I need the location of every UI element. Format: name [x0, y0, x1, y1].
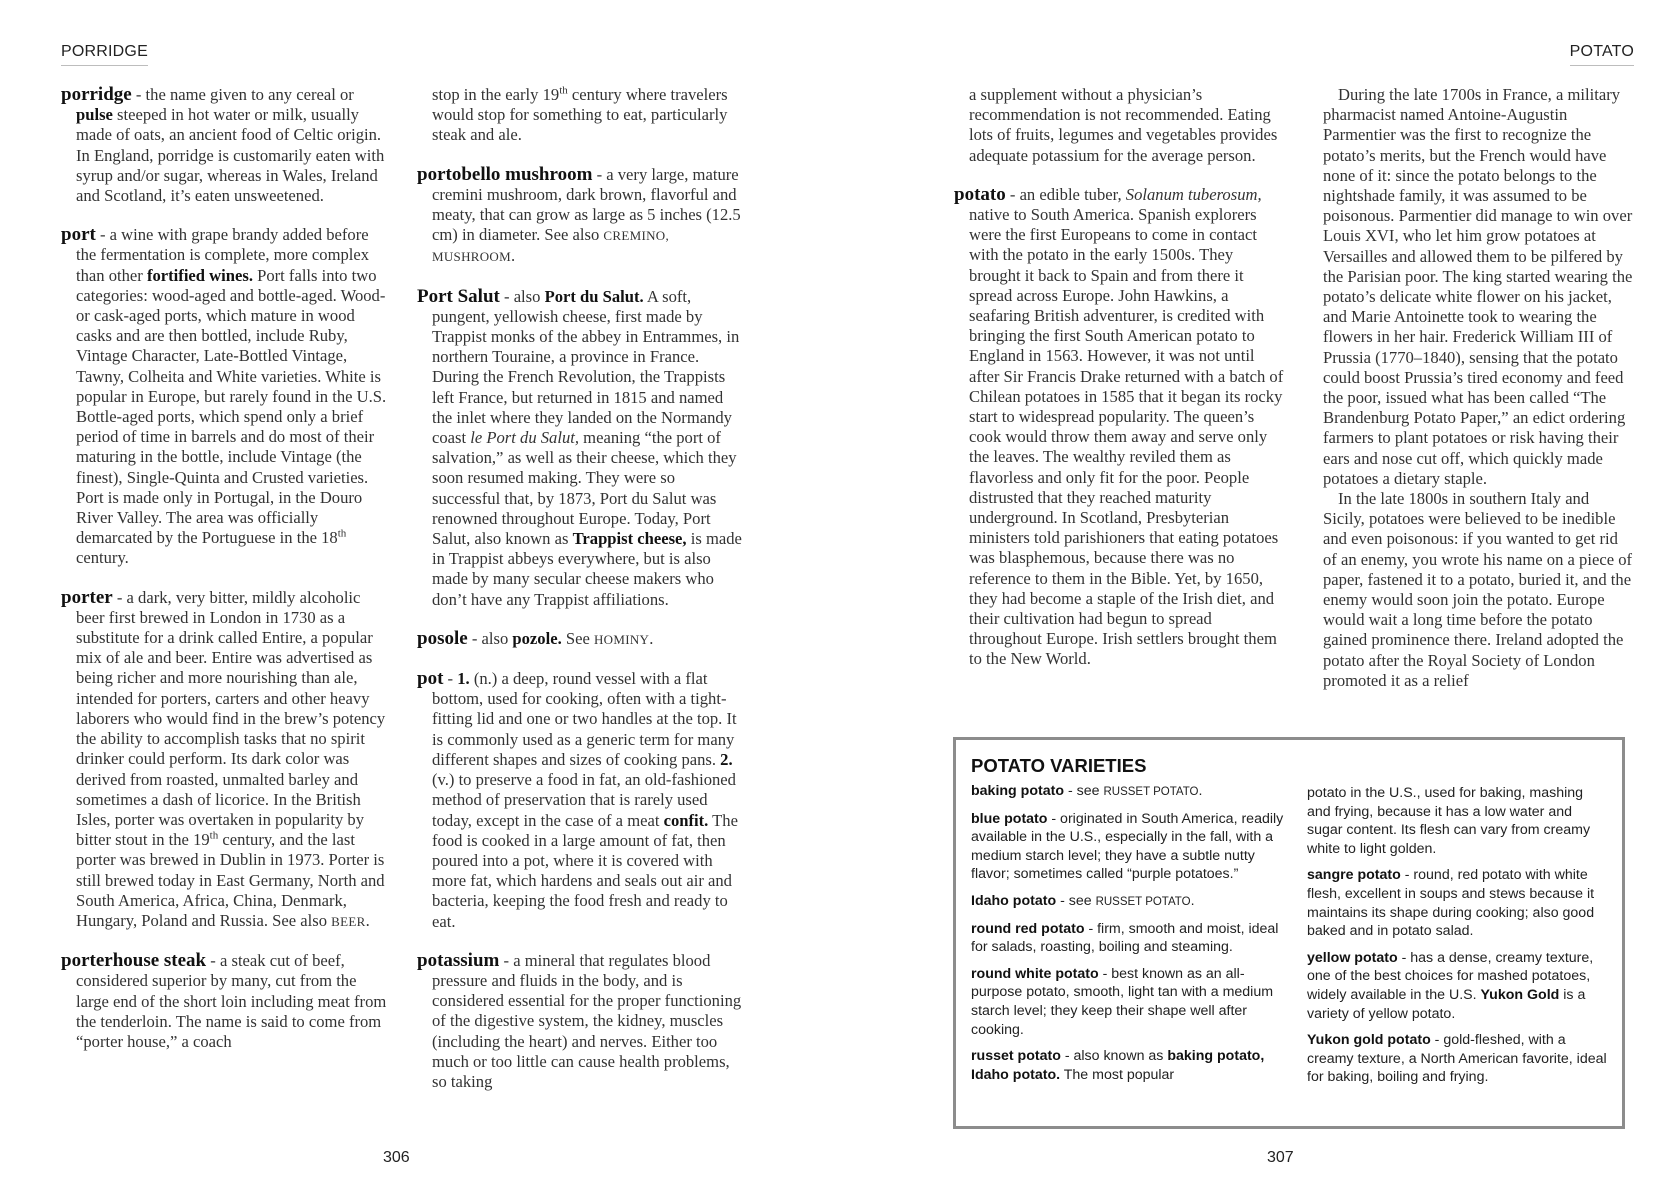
- page-number-left: 306: [383, 1149, 410, 1166]
- variety-entry: round white potato - best known as an all-purpose potato, smooth, light tan with a medium starch level; they keep their shape well after cooking.: [971, 965, 1274, 1038]
- page-number-right: 307: [1267, 1149, 1294, 1166]
- variety-entry: blue potato - originated in South America, readily available in the U.S., especially in the fall, with a medium starch level; they have a subtle nutty flavor; sometimes called “purple potatoes.”: [971, 810, 1284, 883]
- body-paragraph: During the late 1700s in France, a military pharmacist named Antoine-Augustin Parmentier was the first to recognize the potato’s merits, but the French would have none of it: since the potato belongs to the nightshade family, it was assumed to be poisonous. Parmentier did manage to win over Louis XVI, who let him grow potatoes at Versailles and allowed them to be pilfered by the Parisian poor. The king started wearing the potato’s delicate white flower on his jacket, and Marie Antoinette took to wearing the flowers in her hair. Frederick William III of Prussia (1770–1840), sensing that the potato could boost Prussia’s tired economy and feed the poor, issued what has been called “The Brandenburg Potato Paper,” an edict ordering farmers to plant potatoes or risk having their ears and nose cut off, which quickly made potatoes a dietary staple.: [1323, 85, 1633, 488]
- entry-headword: port: [61, 224, 96, 246]
- dictionary-entry: Port Salut - also Port du Salut. A soft, pungent, yellowish cheese, first made by Trappist monks of the abbey in Entrammes, in northern Touraine, a province in France. During the French Revolution, the Trappists left France, but returned in 1815 and named the inlet where they landed on the Normandy coast le Port du Salut, meaning “the port of salvation,” as well as their cheese, which they soon resumed making. They were so successful that, by 1873, Port du Salut was renowned throughout Europe. Today, Port Salut, also known as Trappist cheese, is made in Trappist abbeys everywhere, but is also made by many secular cheese makers who don’t have any Trappist affiliations.: [417, 285, 742, 609]
- entry-headword: pot: [417, 668, 444, 690]
- entry-headword: porterhouse steak: [61, 950, 207, 972]
- dictionary-entry: a supplement without a physician’s recommendation is not recommended. Eating lots of fruits, legumes and vegetables provides adequate potassium for the average person.: [969, 85, 1278, 165]
- right-page-column-2: [1323, 85, 1633, 691]
- variety-entry: Idaho potato - see RUSSET POTATO.: [971, 892, 1195, 909]
- dictionary-entry: porridge - the name given to any cereal or pulse steeped in hot water or milk, usually made of oats, an ancient food of Celtic origin. In England, porridge is customarily eaten with syrup and/or sugar, whereas in Wales, Ireland and Scotland, it’s eaten unsweetened.: [61, 84, 385, 206]
- dictionary-entry: potassium - a mineral that regulates blood pressure and fluids in the body, and is considered essential for the proper functioning of the digestive system, the kidney, muscles (including the heart) and nerves. Either too much or too little can cause health problems, so taking: [417, 949, 742, 1091]
- left-page-column-2: [417, 85, 747, 1111]
- dictionary-entry: porter - a dark, very bitter, mildly alcoholic beer first brewed in London in 1730 as a substitute for a drink called Entire, a popular mix of ale and beer. Entire was advertised as being richer and more nourishing than ale, intended for porters, carters and other heavy laborers who would find in the brew’s potency the ability to accomplish tasks that no spirit drinker could perform. Its dark color was derived from roasted, unmalted barley and sometimes a dash of licorice. In the British Isles, porter was overtaken in popularity by bitter stout in the 19th century, and the last porter was brewed in Dublin in 1973. Porter is still brewed today in East Germany, North and South America, Africa, China, Denmark, Hungary, Poland and Russia. See also BEER.: [61, 586, 386, 930]
- variety-entry: potato in the U.S., used for baking, mashing and frying, because it has a low water and sugar content. Its flesh can vary from creamy white to light golden.: [1307, 785, 1591, 857]
- entry-headword: porter: [61, 586, 113, 608]
- entry-headword: posole: [417, 627, 468, 649]
- variety-entry: baking potato - see RUSSET POTATO.: [971, 783, 1203, 799]
- dictionary-entry: stop in the early 19th century where travelers would stop for something to eat, particularly steak and ale.: [432, 84, 728, 145]
- right-page-column-1: [954, 85, 1284, 689]
- sidebar-title: POTATO VARIETIES: [971, 755, 1147, 776]
- dictionary-entry: porterhouse steak - a steak cut of beef, considered superior by many, cut from the large end of the short loin including meat from the tenderloin. The name is said to come from “porter house,” a coach: [61, 950, 387, 1051]
- running-head-right: POTATO: [1570, 43, 1634, 66]
- variety-entry: round red potato - firm, smooth and moist, ideal for salads, roasting, boiling and steaming.: [971, 920, 1279, 956]
- entry-headword: Port Salut: [417, 285, 500, 307]
- entry-headword: potassium: [417, 949, 500, 971]
- entry-headword: porridge: [61, 84, 132, 105]
- left-page-column-1: [61, 85, 391, 1071]
- sidebar-column-1: [971, 782, 1286, 1092]
- dictionary-entry: portobello mushroom - a very large, mature cremini mushroom, dark brown, flavorful and meaty, that can grow as large as 5 inches (12.5 cm) in diameter. See also CREMINO, MUSHROOM.: [417, 163, 741, 266]
- dictionary-entry: port - a wine with grape brandy added before the fermentation is complete, more complex than other fortified wines. Port falls into two categories: wood-aged and bottle-aged. Wood- or cask-aged ports, which mature in wood casks and are then bottled, include Ruby, Vintage Character, Late-Bottled Vintage, Tawny, Colheita and White varieties. White is popular in Europe, but rarely found in the U.S. Bottle-aged ports, which spend only a brief period of time in barrels and do most of their maturing in the bottle, include Vintage (the finest), Single-Quinta and Crusted varieties. Port is made only in Portugal, in the Douro River Valley. The area was officially demarcated by the Portuguese in the 18th century.: [61, 224, 387, 568]
- running-head-left: PORRIDGE: [61, 43, 148, 66]
- variety-entry: yellow potato - has a dense, creamy texture, one of the best choices for mashed potatoes, widely available in the U.S. Yukon Gold is a variety of yellow potato.: [1307, 949, 1594, 1022]
- variety-entry: russet potato - also known as baking potato, Idaho potato. The most popular: [971, 1048, 1265, 1083]
- entry-headword: portobello mushroom: [417, 163, 593, 185]
- dictionary-entry: posole - also pozole. See HOMINY.: [417, 627, 654, 649]
- entry-headword: potato: [954, 183, 1006, 205]
- dictionary-entry: potato - an edible tuber, Solanum tuberosum, native to South America. Spanish explorers were the first Europeans to come in contact with the potato in the early 1500s. They brought it back to Spain and from there it spread across Europe. John Hawkins, a seafaring British adventurer, is credited with bringing the first South American potato to England in 1563. However, it was not until after Sir Francis Drake returned with a batch of Chilean potatoes in 1585 that it began its rocky start to widespread popularity. The queen’s cook would throw them away and serve only the leaves. The wealthy reviled them as flavorless and only fit for the poor. People distrusted that they reached maturity underground. In Scotland, Presbyterian ministers told parishioners that eating potatoes was blasphemous, because there was no reference to them in the Bible. Yet, by 1650, they had become a staple of the Irish diet, and their cultivation had begun to spread throughout Europe. Irish settlers brought them to the New World.: [954, 183, 1284, 669]
- variety-entry: Yukon gold potato - gold-fleshed, with a creamy texture, a North American favorite, ideal for baking, boiling and frying.: [1307, 1032, 1607, 1086]
- variety-entry: sangre potato - round, red potato with white flesh, excellent in soups and stews because it maintains its shape during cooking; also good baked and in potato salad.: [1307, 867, 1595, 940]
- dictionary-entry: pot - 1. (n.) a deep, round vessel with a flat bottom, used for cooking, often with a tight-fitting lid and one or two handles at the top. It is commonly used as a generic term for many different shapes and sizes of cooking pans. 2. (v.) to preserve a food in fat, an old-fashioned method of preservation that is rarely used today, except in the case of a meat confit. The food is cooked in a large amount of fat, then poured into a pot, where it is covered with more fat, which hardens and seals out air and bacteria, keeping the food fresh and ready to eat.: [417, 668, 738, 931]
- body-paragraph: In the late 1800s in southern Italy and Sicily, potatoes were believed to be inedible and even poisonous: if you wanted to get rid of an enemy, you wrote his name on a piece of paper, fastened it to a potato, buried it, and the enemy would soon join the potato. Europe would wait a long time before the potato gained prominence there. Ireland adopted the potato after the Royal Society of London promoted it as a relief: [1323, 489, 1633, 690]
- potato-varieties-sidebar: [953, 737, 1625, 1129]
- sidebar-column-2: [1307, 784, 1607, 1095]
